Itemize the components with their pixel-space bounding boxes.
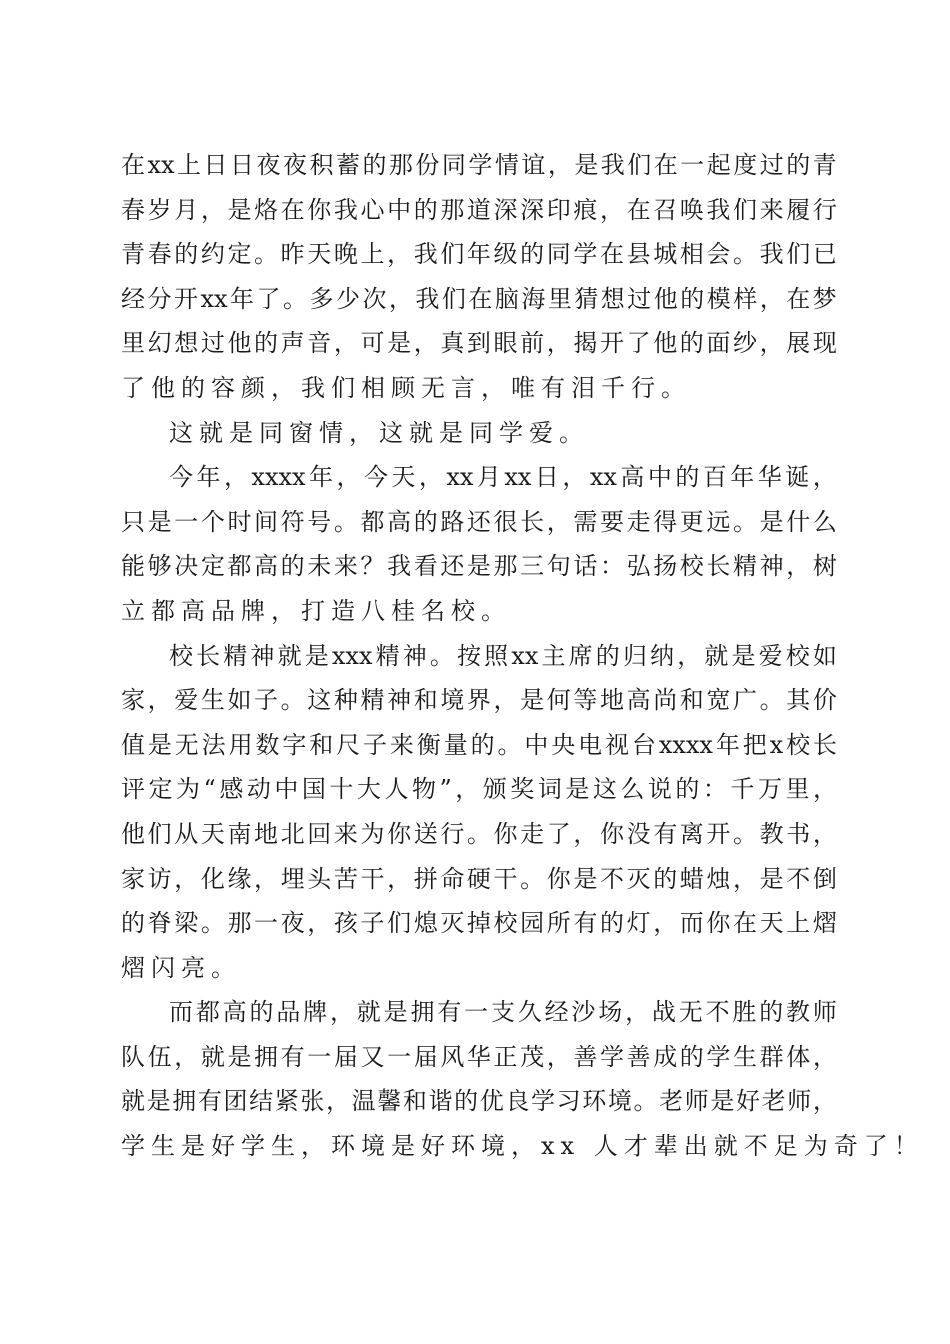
text-line: 的 脊 梁 。 那 一 夜 ， 孩 子 们 熄 灭 掉 校 园 所 有 的 灯 ， 而 你 在 天 上 熠 [121, 909, 837, 938]
text-line: 里 幻 想 过 他 的 声 音 ， 可 是 ， 真 到 眼 前 ， 揭 开 了 他 的 面 纱 ， 展 现 [121, 329, 837, 358]
text-line: 春 岁 月 ， 是 烙 在 你 我 心 中 的 那 道 深 深 印 痕 ， 在 召 唤 我 们 来 履 行 [121, 195, 837, 224]
text-line: 家 ， 爱 生 如 子 。 这 种 精 神 和 境 界 ， 是 何 等 地 高 尚 和 宽 广 。 其 价 [121, 686, 837, 715]
text-line: 青 春 的 约 定 。 昨 天 晚 上 ， 我 们 年 级 的 同 学 在 县 城 相 会 。 我 们 已 [121, 240, 837, 269]
paragraph [121, 455, 837, 633]
paragraph [121, 634, 837, 991]
text-line: 只 是 一 个 时 间 符 号 。 都 高 的 路 还 很 长 ， 需 要 走 得 更 远 。 是 什 么 [121, 507, 837, 536]
text-line: 值 是 无 法 用 数 字 和 尺 子 来 衡 量 的 。 中 央 电 视 台 xxxx 年 把 x 校 长 [121, 730, 837, 759]
text-line: 学生是好学生，环境是好环境，xx 人才辈出就不足为奇了！ [121, 1132, 924, 1161]
text-line: 熠闪亮。 [121, 953, 241, 982]
text-line: 经 分 开 xx 年 了 。 多 少 次 ， 我 们 在 脑 海 里 猜 想 过 他 的 模 样 ， 在 梦 [121, 284, 837, 313]
text-line: 他 们 从 天 南 地 北 回 来 为 你 送 行 。 你 走 了 ， 你 没 有 离 开 。 教 书 ， [121, 819, 837, 848]
paragraph [121, 411, 837, 456]
text-line: 就 是 拥 有 团 结 紧 张 ， 温 馨 和 谐 的 优 良 学 习 环 境 。 老 师 是 好 老 师 ， [121, 1087, 837, 1116]
text-line: 而 都 高 的 品 牌 ， 就 是 拥 有 一 支 久 经 沙 场 ， 战 无 不 胜 的 教 师 [169, 998, 837, 1027]
text-line: 能 够 决 定 都 高 的 未 来 ？ 我 看 还 是 那 三 句 话 ： 弘 扬 校 长 精 神 ， 树 [121, 552, 837, 581]
text-line: 在 xx 上 日 日 夜 夜 积 蓄 的 那 份 同 学 情 谊 ， 是 我 们 在 一 起 度 过 的 青 [121, 151, 837, 179]
document-body [121, 143, 924, 1169]
text-line: 校 长 精 神 就 是 xxx 精 神 。 按 照 xx 主 席 的 归 纳 ， 就 是 爱 校 如 [169, 641, 837, 670]
text-line: 今 年 ， xxxx 年 ， 今 天 ， xx 月 xx 日 ， xx 高 中 的 百 年 华 诞 ， [169, 463, 837, 492]
paragraph [121, 143, 837, 411]
text-line: 家 访 ， 化 缘 ， 埋 头 苦 干 ， 拼 命 硬 干 。 你 是 不 灭 的 蜡 烛 ， 是 不 倒 [121, 864, 837, 893]
text-line: 队 伍 ， 就 是 拥 有 一 届 又 一 届 风 华 正 茂 ， 善 学 善 成 的 学 生 群 体 ， [121, 1042, 837, 1071]
text-line: 评 定 为 “ 感 动 中 国 十 大 人 物 ” ， 颁 奖 词 是 这 么 说 的 ： 千 万 里 ， [121, 775, 837, 804]
paragraph [121, 990, 924, 1168]
text-line: 立都高品牌，打造八桂名校。 [121, 596, 511, 625]
text-line: 了他的容颜，我们相顾无言，唯有泪千行。 [121, 373, 691, 402]
text-line: 这就是同窗情，这就是同学爱。 [169, 418, 589, 447]
